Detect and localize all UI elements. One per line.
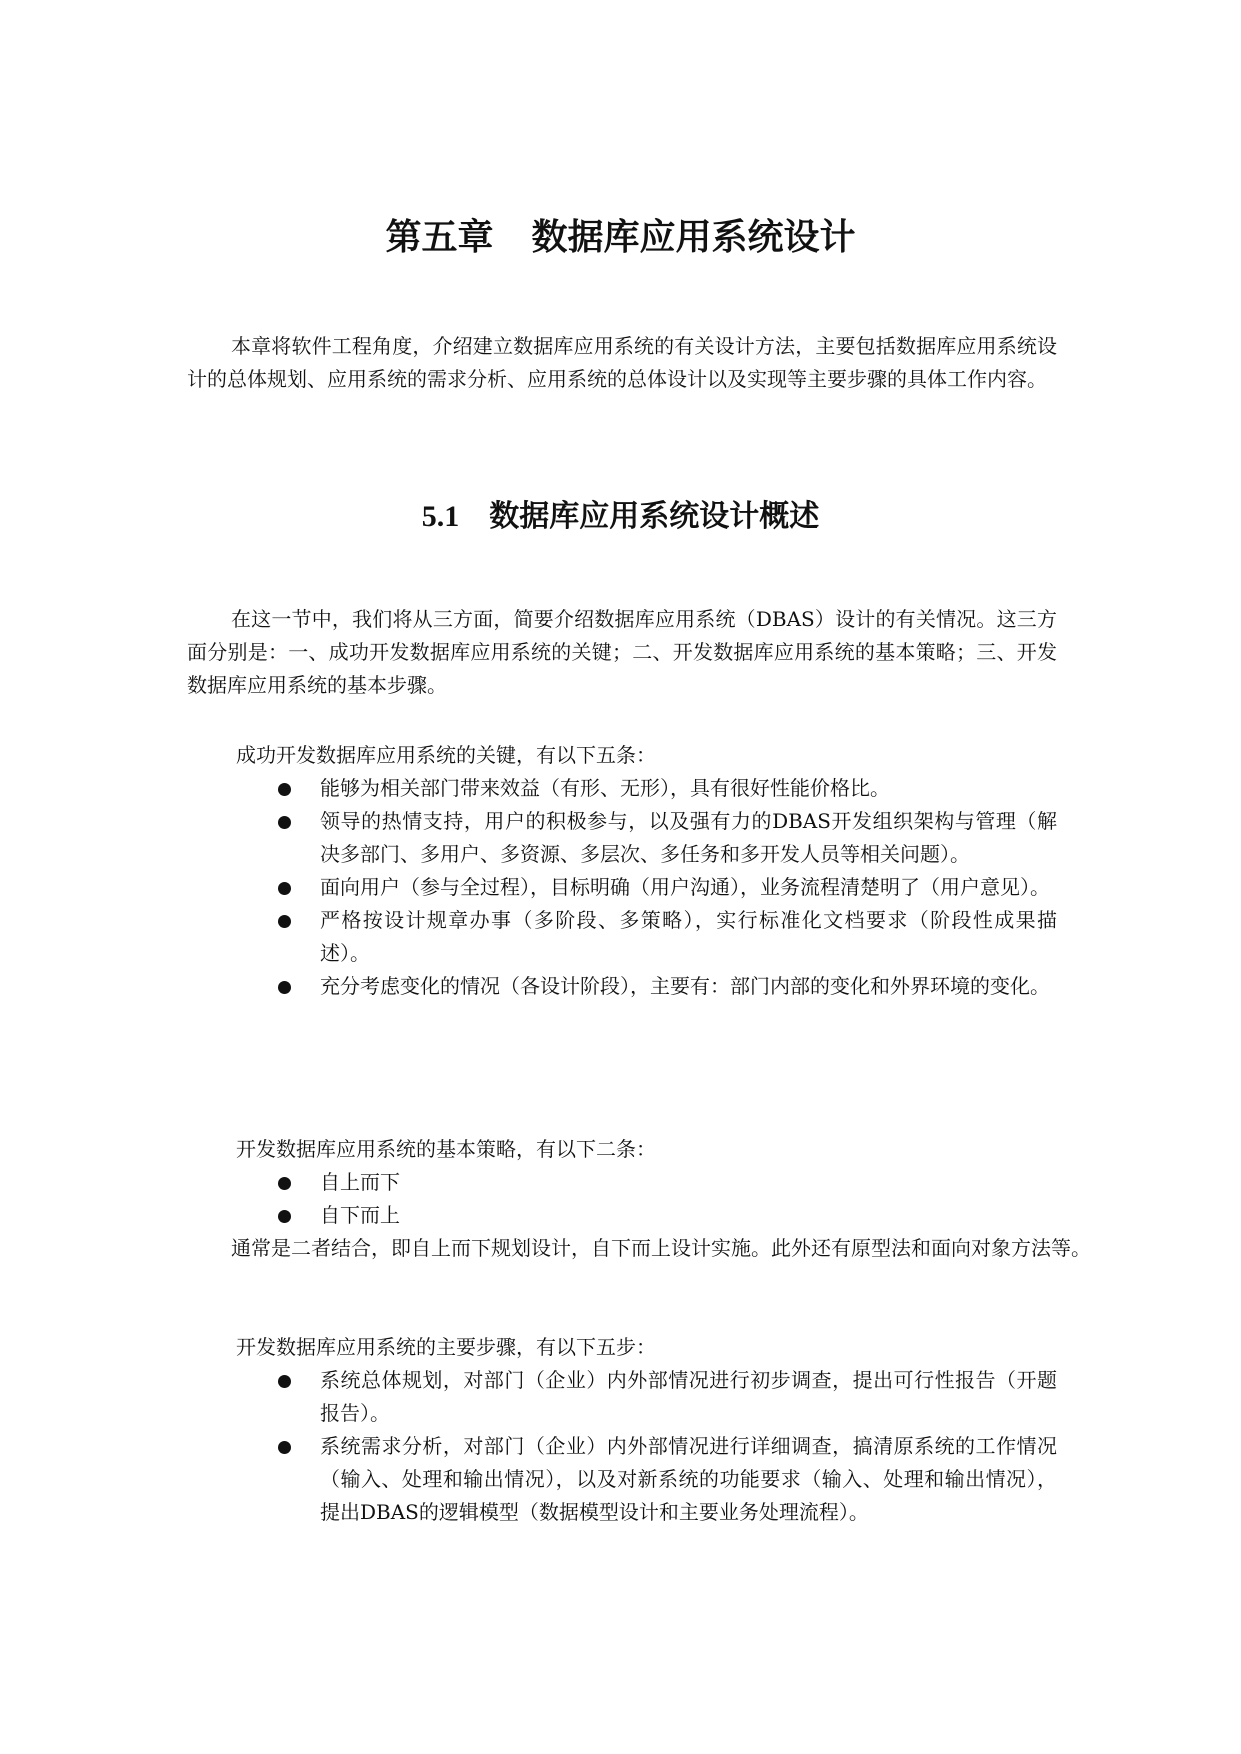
- keys-list: [270, 772, 1057, 1003]
- bullet-icon: [278, 783, 291, 796]
- list-item-text: 充分考虑变化的情况（各设计阶段），主要有：部门内部的变化和外界环境的变化。: [320, 974, 1050, 998]
- strategies-list: [270, 1166, 1057, 1232]
- bullet-icon: [278, 816, 291, 829]
- bullet-icon: [278, 1210, 291, 1223]
- list-item: [270, 970, 1057, 1003]
- strategies-heading: 开发数据库应用系统的基本策略，有以下二条：: [236, 1137, 656, 1161]
- list-item: [270, 904, 1057, 970]
- list-item-text: 领导的热情支持，用户的积极参与，以及强有力的DBAS开发组织架构与管理（解决多部门、多用户、多资源、多层次、多任务和多开发人员等相关问题）。: [320, 809, 1057, 866]
- section-name: 数据库应用系统设计概述: [489, 499, 820, 534]
- list-item: [270, 871, 1057, 904]
- steps-heading: 开发数据库应用系统的主要步骤，有以下五步：: [236, 1335, 656, 1359]
- list-item-text: 系统需求分析，对部门（企业）内外部情况进行详细调查，搞清原系统的工作情况（输入、处理和输出情况），以及对新系统的功能要求（输入、处理和输出情况），提出DBAS的逻辑模型（数据模型设计和主要业务处理流程）。: [320, 1434, 1057, 1524]
- chapter-number: 第五章: [385, 217, 494, 258]
- bullet-icon: [278, 882, 291, 895]
- section-number: 5.1: [421, 500, 460, 533]
- list-item: [270, 772, 1057, 805]
- chapter-name: 数据库应用系统设计: [531, 217, 856, 258]
- chapter-intro-paragraph: 本章将软件工程角度，介绍建立数据库应用系统的有关设计方法，主要包括数据库应用系统设计的总体规划、应用系统的需求分析、应用系统的总体设计以及实现等主要步骤的具体工作内容。: [187, 334, 1057, 391]
- strategies-note: 通常是二者结合，即自上而下规划设计，自下而上设计实施。此外还有原型法和面向对象方法等。: [231, 1236, 1091, 1260]
- bullet-icon: [278, 915, 291, 928]
- list-item: [270, 1430, 1057, 1529]
- keys-heading: 成功开发数据库应用系统的关键，有以下五条：: [236, 743, 656, 767]
- chapter-title: [0, 212, 1241, 264]
- list-item-text: 自下而上: [320, 1203, 400, 1227]
- section-intro-paragraph: 在这一节中，我们将从三方面，简要介绍数据库应用系统（DBAS）设计的有关情况。这三方面分别是：一、成功开发数据库应用系统的关键；二、开发数据库应用系统的基本策略；三、开发数据库应用系统的基本步骤。: [187, 607, 1057, 697]
- list-item: [270, 1166, 1057, 1199]
- list-item-text: 自上而下: [320, 1170, 400, 1194]
- list-item-text: 面向用户（参与全过程），目标明确（用户沟通），业务流程清楚明了（用户意见）。: [320, 875, 1050, 899]
- bullet-icon: [278, 1441, 291, 1454]
- list-item-text: 系统总体规划，对部门（企业）内外部情况进行初步调查，提出可行性报告（开题报告）。: [320, 1368, 1057, 1425]
- list-item: [270, 805, 1057, 871]
- list-item-text: 严格按设计规章办事（多阶段、多策略），实行标准化文档要求（阶段性成果描述）。: [320, 908, 1057, 965]
- list-item-text: 能够为相关部门带来效益（有形、无形），具有很好性能价格比。: [320, 776, 890, 800]
- list-item: [270, 1364, 1057, 1430]
- section-title: [0, 494, 1241, 540]
- bullet-icon: [278, 981, 291, 994]
- steps-list: [270, 1364, 1057, 1529]
- bullet-icon: [278, 1177, 291, 1190]
- bullet-icon: [278, 1375, 291, 1388]
- list-item: [270, 1199, 1057, 1232]
